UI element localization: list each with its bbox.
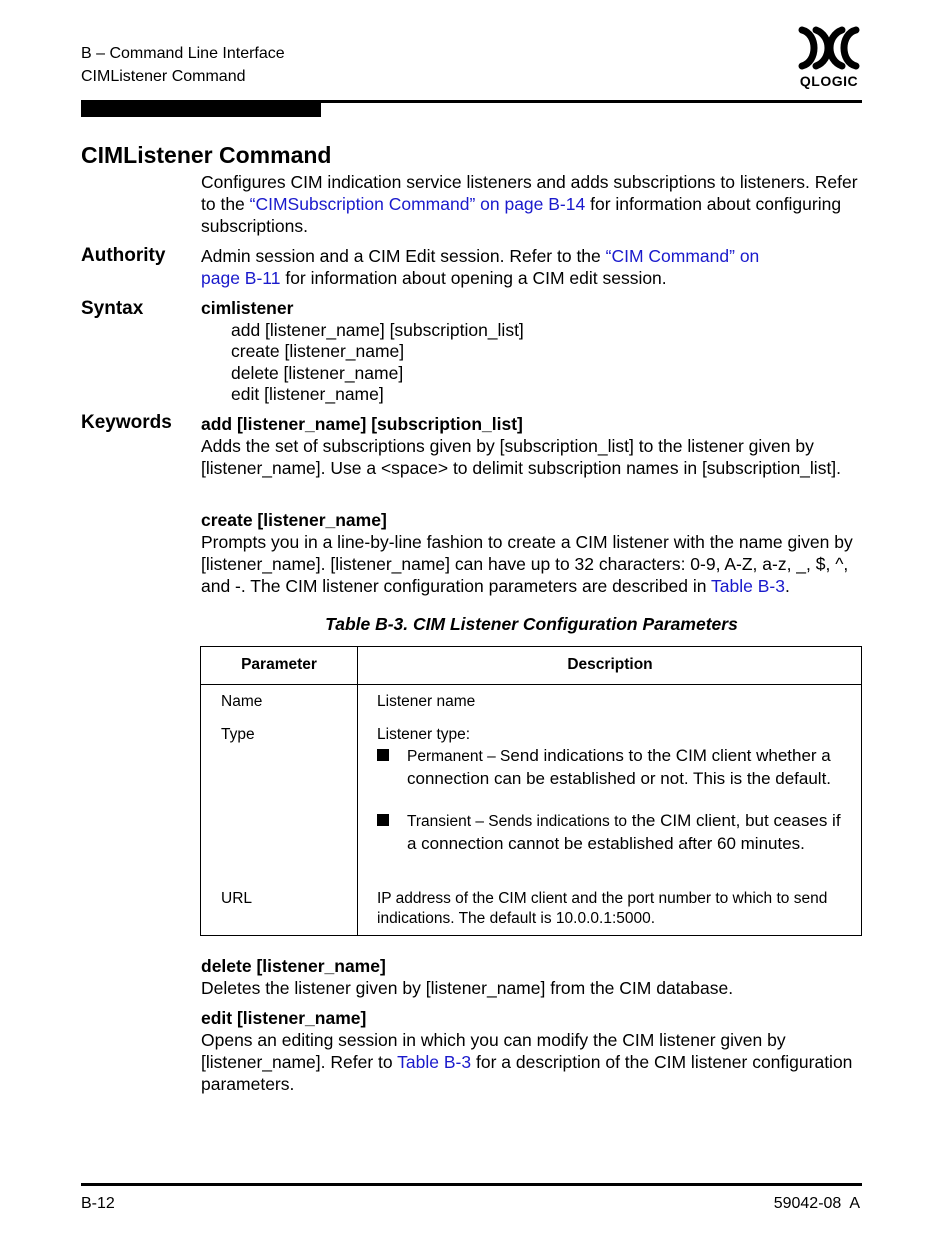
table-caption: Table B-3. CIM Listener Configuration Parameters xyxy=(325,614,738,634)
keyword-add-desc: Adds the set of subscriptions given by [subscription_list] to the listener given by [listener_name]. Use a <space> to delimit subscription names in [subscription_list]. xyxy=(201,436,842,478)
keyword-add xyxy=(201,413,866,479)
table-cell-param-name: Name xyxy=(221,693,263,710)
syntax-line-edit: edit [listener_name] xyxy=(231,384,384,404)
syntax-line-add: add [listener_name] [subscription_list] xyxy=(231,319,524,340)
keyword-delete xyxy=(201,955,866,999)
page-number: B-12 xyxy=(81,1195,115,1212)
authority-paragraph: Admin session and a CIM Edit session. Refer to the “CIM Command” on page B-11 for information about opening a CIM edit session. xyxy=(201,246,760,288)
table-cell-param-url: URL xyxy=(221,890,253,907)
qlogic-logo-icon xyxy=(794,24,864,72)
table-cell-param-type: Type xyxy=(221,726,255,743)
qlogic-logo-text: QLOGIC xyxy=(799,73,859,89)
keyword-create: create [listener_name] Prompts you in a line-by-line fashion to create a CIM listener with the name given by [listener_name]. [listener_name] can have up to 32 characters: 0-9, A-Z, a-z, _, $, ^, and -. The CIM listener configuration parameters are described in Table B-3. xyxy=(201,509,866,597)
keyword-create-desc: Prompts you in a line-by-line fashion to create a CIM listener with the name given by [listener_name]. [listener_name] can have up to 32 characters: 0-9, A-Z, a-z, _, $, ^, and -. The CIM listener configuration parameters are described in xyxy=(201,532,853,596)
syntax-line-create: create [listener_name] xyxy=(231,341,405,361)
keyword-edit-desc: Opens an editing session in which you can modify the CIM listener given by [listener_name]. Refer to xyxy=(201,1030,786,1072)
parameters-table: Parameter Description Name Listener name Type Listener type: Permanent – Send indications to the CIM client whether a connection can be established or not. This is the default. Transient – Sends indications to the CIM client, but ceases if a connection cannot be established after 60 minutes. URL IP address of the CIM client and the port number to which to send indications. The default is 10.0.0.1:5000. xyxy=(200,646,862,936)
syntax-command: cimlistener xyxy=(201,298,294,318)
keywords-label: Keywords xyxy=(81,412,172,433)
cim-command-link[interactable]: “CIM Command” on page B-11 xyxy=(201,246,760,288)
header-rule-accent xyxy=(81,103,321,117)
document-number: 59042-08 A xyxy=(773,1195,860,1212)
table-column-divider xyxy=(357,647,358,935)
cimsubscription-link[interactable]: “CIMSubscription Command” on page B-14 xyxy=(249,194,586,214)
table-b3-link-2[interactable]: Table B-3 xyxy=(397,1052,472,1072)
authority-label: Authority xyxy=(81,245,166,266)
table-cell-desc-name: Listener name xyxy=(377,693,476,710)
keyword-edit-term: edit [listener_name] xyxy=(201,1008,367,1028)
keyword-delete-term: delete [listener_name] xyxy=(201,956,386,976)
intro-paragraph: Configures CIM indication service listeners and adds subscriptions to listeners. Refer to the “CIMSubscription Command” on page B-14 for information about configuring subscriptions. xyxy=(201,172,858,236)
keyword-add-term: add [listener_name] [subscription_list] xyxy=(201,414,523,434)
footer-rule xyxy=(81,1183,862,1186)
running-header-chapter: B – Command Line Interface xyxy=(81,45,285,62)
page-title: CIMListener Command xyxy=(81,142,332,168)
keyword-create-term: create [listener_name] xyxy=(201,510,387,530)
running-header-section: CIMListener Command xyxy=(81,68,246,85)
table-header-description: Description xyxy=(567,656,653,673)
table-header-divider xyxy=(201,684,861,685)
syntax-line-delete: delete [listener_name] xyxy=(231,362,404,383)
keyword-delete-desc: Deletes the listener given by [listener_name] from the CIM database. xyxy=(201,978,734,998)
syntax-block xyxy=(201,298,524,406)
bullet-square-icon xyxy=(377,814,389,826)
table-cell-desc-url: IP address of the CIM client and the port number to which to send indications. The default is 10.0.0.1:5000. xyxy=(377,890,828,927)
keyword-edit: edit [listener_name] Opens an editing session in which you can modify the CIM listener given by [listener_name]. Refer to Table B-3 for a description of the CIM listener configuration parameters. xyxy=(201,1007,866,1095)
bullet-square-icon xyxy=(377,749,389,761)
table-cell-desc-type: Listener type: xyxy=(377,726,471,743)
qlogic-logo xyxy=(794,24,864,90)
syntax-label: Syntax xyxy=(81,298,144,319)
table-b3-link[interactable]: Table B-3 xyxy=(711,576,785,596)
table-header-parameter: Parameter xyxy=(241,656,317,673)
